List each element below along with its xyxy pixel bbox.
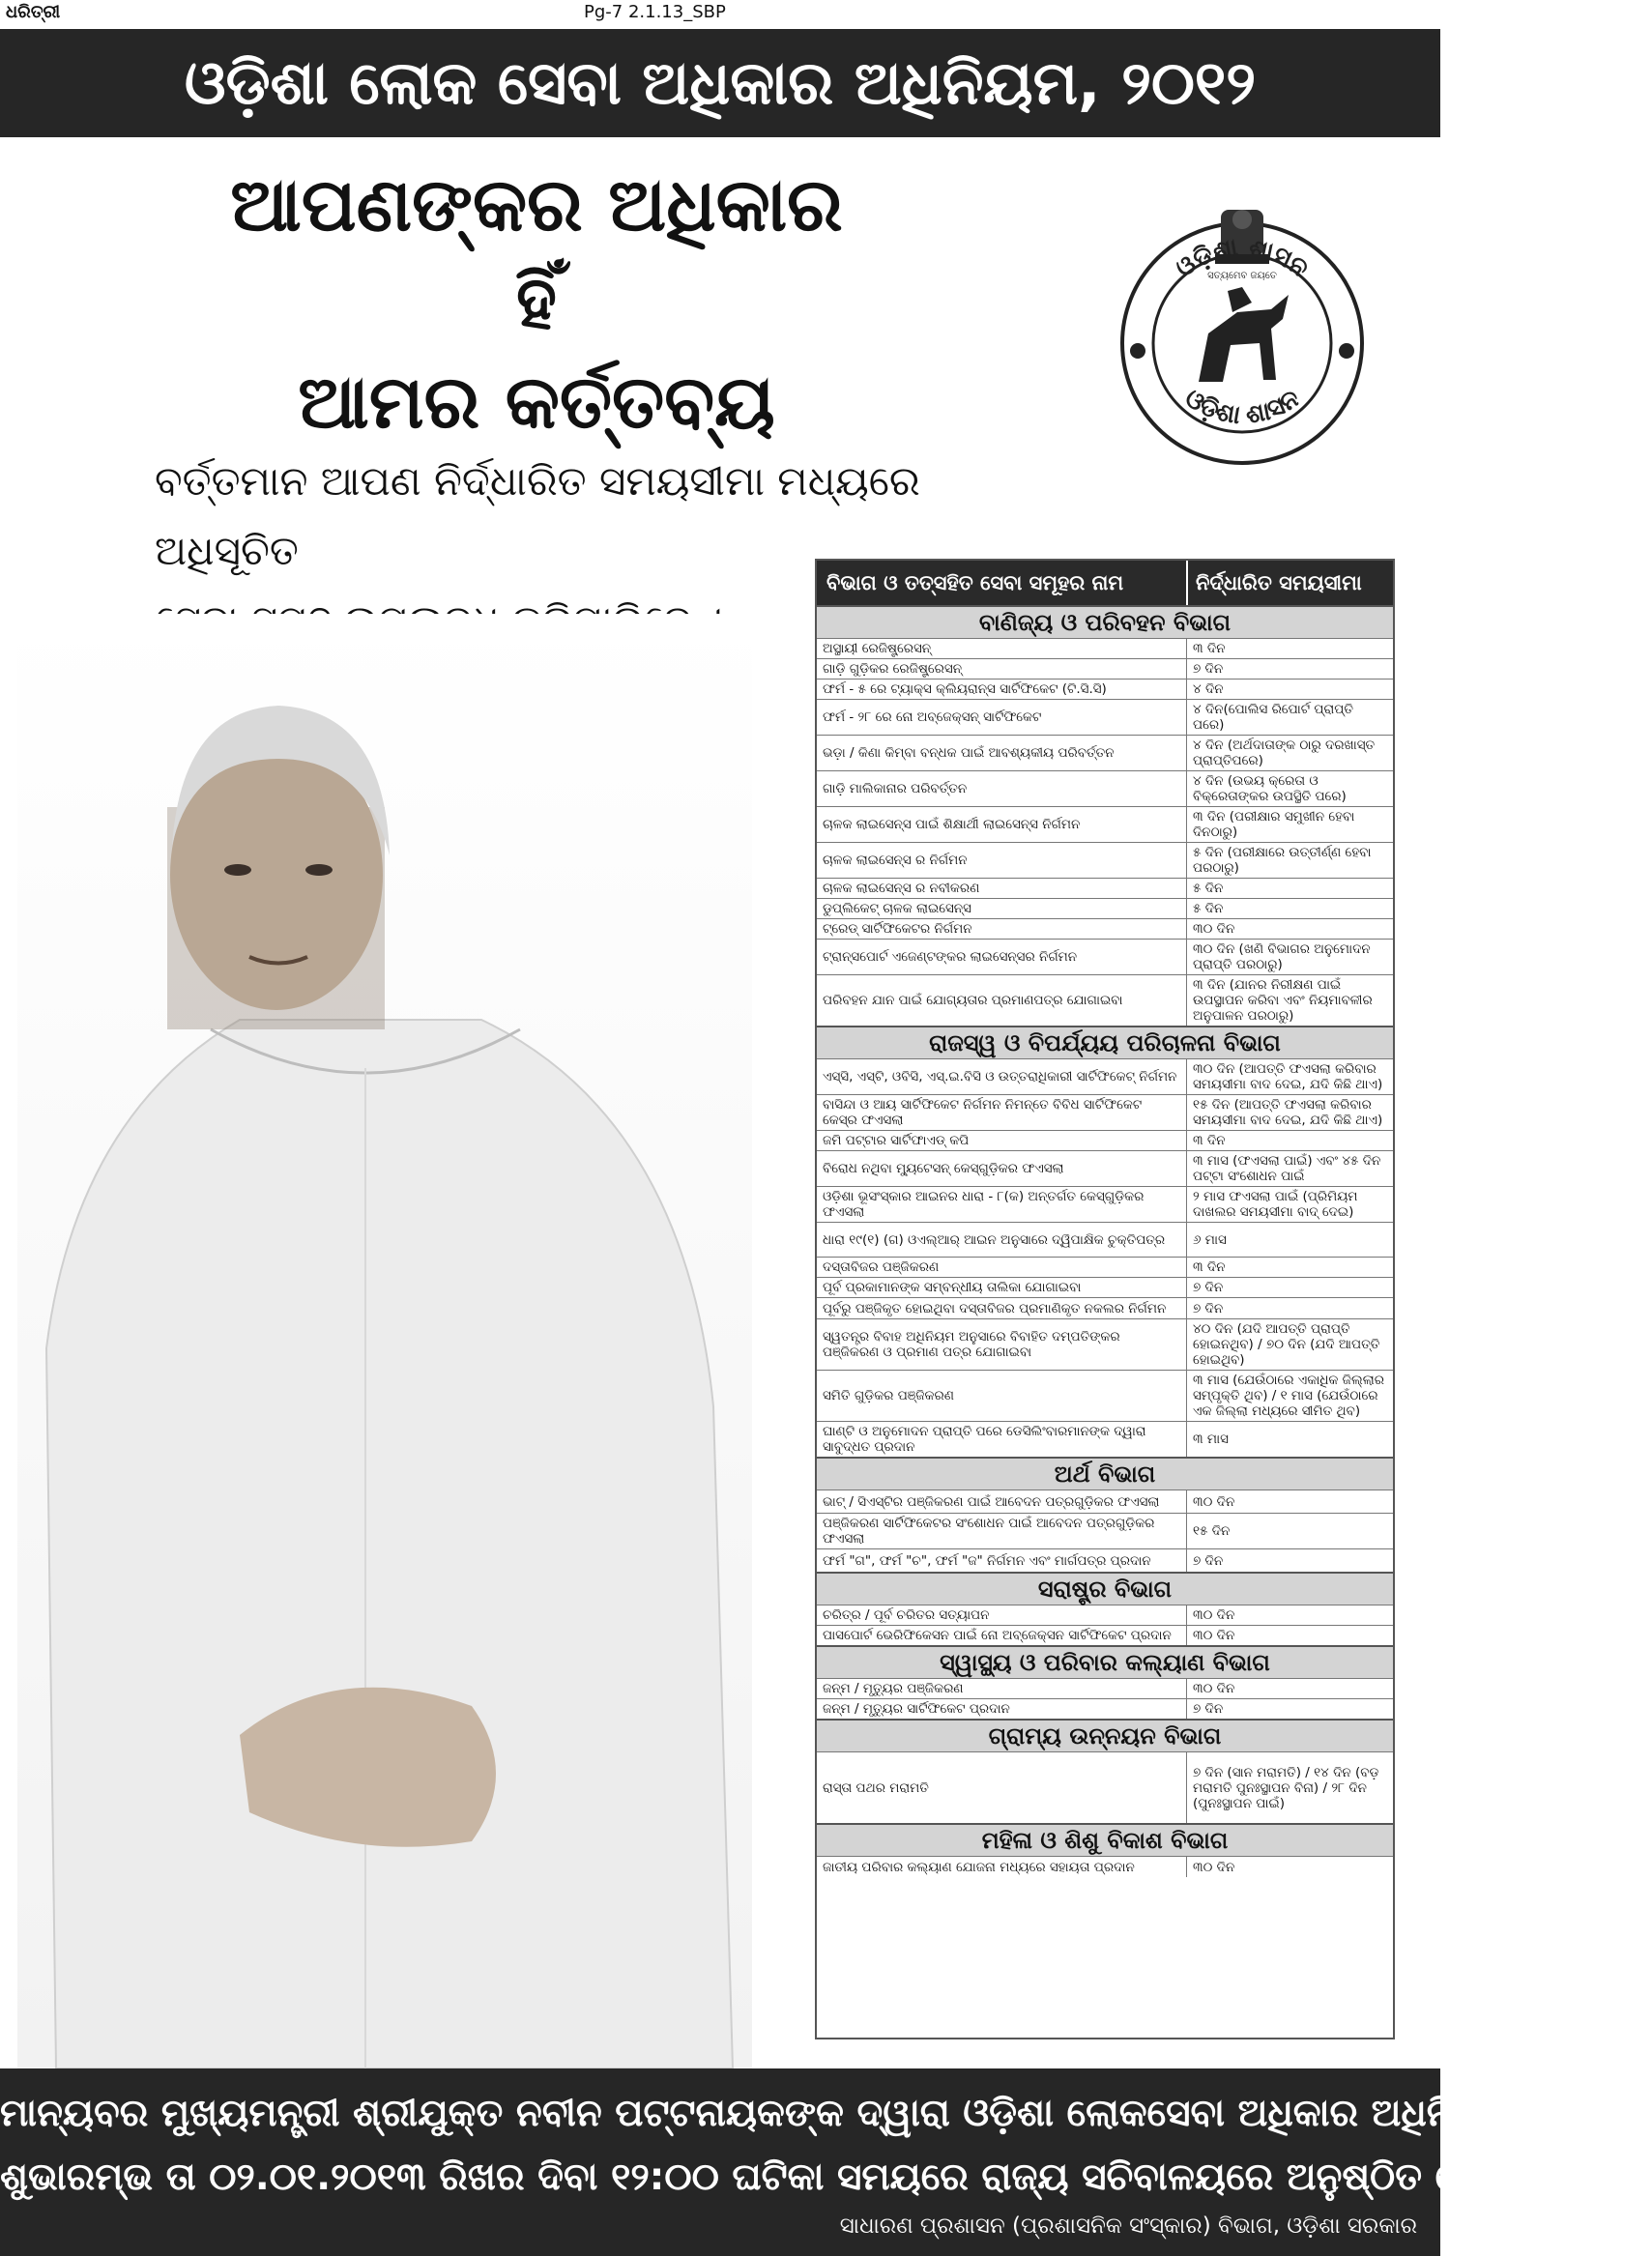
table-row	[817, 1490, 1393, 1513]
table-row	[817, 918, 1393, 939]
service-name: ଏସ୍‌ସି, ଏସ୍‌ଟି, ଓବିସି, ଏସ୍‌.ଇ.ବିସି ଓ ଉତ୍ତରାଧିକାରୀ ସାର୍ଟିଫିକେଟ୍ ନିର୍ଗମନ	[823, 1069, 1177, 1085]
table-row	[817, 1277, 1393, 1297]
horse-icon	[1199, 287, 1289, 382]
table-body	[817, 605, 1393, 1877]
service-name: ଜମି ପଟ୍ଟାର ସାର୍ଟିଫାଏଡ୍ କପି	[823, 1133, 970, 1148]
service-time-limit: ୩୦ ଦିନ	[1186, 1490, 1393, 1513]
headline	[87, 162, 986, 445]
service-time-limit: ୬ ମାସ	[1186, 1223, 1393, 1257]
table-row	[817, 1257, 1393, 1277]
service-name: ଟ୍ରେଡ୍ ସାର୍ଟିଫିକେଟର ନିର୍ଗମନ	[823, 921, 972, 937]
service-time-limit: ୪ ଦିନ	[1186, 680, 1393, 699]
service-name: ଦସ୍ତାବିଜର ପଞ୍ଜିକରଣ	[823, 1259, 940, 1275]
service-name: ଭାଟ୍ / ସିଏସ୍‌ଟିର ପଞ୍ଜିକରଣ ପାଇଁ ଆବେଦନ ପତ୍ରଗୁଡ଼ିକର ଫଏସଲା	[823, 1493, 1160, 1510]
services-table	[815, 559, 1395, 2039]
service-time-limit: ୫ ଦିନ	[1186, 899, 1393, 918]
service-name: ଅସ୍ଥାୟୀ ରେଜିଷ୍ଟ୍ରେସନ୍	[823, 641, 932, 656]
service-name: ସମିତି ଗୁଡ଼ିକର ପଞ୍ଜିକରଣ	[823, 1388, 954, 1403]
table-row	[817, 1297, 1393, 1318]
table-row	[817, 1421, 1393, 1457]
service-name: ଟ୍ରାନ୍ସପୋର୍ଟ ଏଜେଣ୍ଟଙ୍କର ଲାଇସେନ୍ସର ନିର୍ଗମନ	[823, 949, 1078, 965]
service-name: ଚରିତ୍ର / ପୂର୍ବ ଚରିତର ସତ୍ୟାପନ	[823, 1607, 990, 1623]
table-row	[817, 699, 1393, 735]
table-row	[817, 1150, 1393, 1186]
service-name: ଭଡ଼ା / କିଣା କିମ୍ବା ବନ୍ଧକ ପାଇଁ ଆବଶ୍ୟକୀୟ ପରିବର୍ତ୍ତନ	[823, 745, 1115, 761]
column-header-time-limit: ନିର୍ଦ୍ଧାରିତ ସମୟସୀମା	[1186, 561, 1393, 605]
service-time-limit: ୩୦ ଦିନ	[1186, 1679, 1393, 1698]
department-heading: ସ୍ୱାସ୍ଥ୍ୟ ଓ ପରିବାର କଲ୍ୟାଣ ବିଭାଗ	[817, 1645, 1393, 1678]
emblem-motto: ସତ୍ୟମେବ ଜୟତେ	[1207, 271, 1277, 281]
table-row	[817, 898, 1393, 918]
service-name: ଫର୍ମ - ୫ ରେ ଟ୍ୟାକ୍ସ କ୍ଲିୟରାନ୍ସ ସାର୍ଟିଫିକେଟ (ଟି.ସି.ସି)	[823, 681, 1107, 697]
service-name: ଫର୍ମ "ଗ", ଫର୍ମ "ଚ", ଫର୍ମ "ଜ" ନିର୍ଗମନ ଏବଂ ମାର୍ଗପତ୍ର ପ୍ରଦାନ	[823, 1552, 1151, 1569]
footer-department: ସାଧାରଣ ପ୍ରଶାସନ (ପ୍ରଶାସନିକ ସଂସ୍କାର) ବିଭାଗ, ଓଡ଼ିଶା ସରକାର	[839, 2213, 1417, 2239]
table-row	[817, 638, 1393, 658]
headline-line2: ହିଁ	[516, 261, 557, 343]
service-name: ଧାରା ୧୯(୧) (ଗ) ଓଏଲ୍‌ଆର୍ ଆଇନ ଅନୁସାରେ ଦ୍ୱିପାକ୍ଷିକ ଚୁକ୍ତିପତ୍ର	[823, 1231, 1166, 1248]
table-row	[817, 1548, 1393, 1572]
service-time-limit: ୩ ଦିନ (ପରୀକ୍ଷାର ସମୁଖୀନ ହେବା ଦିନଠାରୁ)	[1186, 807, 1393, 842]
table-row	[817, 1678, 1393, 1698]
table-row	[817, 1058, 1393, 1094]
table-row	[817, 1318, 1393, 1370]
headline-line1: ଆପଣଙ୍କର ଅଧିକାର	[230, 161, 843, 247]
service-name: ଗାଡ଼ି ମାଲିକାନାର ପରିବର୍ତ୍ତନ	[823, 781, 968, 796]
table-row	[817, 1186, 1393, 1222]
service-time-limit: ୩୦ ଦିନ (ଖଣି ବିଭାଗର ଅନୁମୋଦନ ପ୍ରାପ୍ତି ପରଠାରୁ)	[1186, 940, 1393, 974]
table-row	[817, 1751, 1393, 1823]
footer-banner	[0, 2068, 1652, 2256]
table-row	[817, 735, 1393, 770]
subheading-line1: ବର୍ତ୍ତମାନ ଆପଣ ନିର୍ଦ୍ଧାରିତ ସମୟସୀମା ମଧ୍ୟରେ ଅଧିସୂଚିତ	[155, 457, 920, 574]
table-row	[817, 1625, 1393, 1645]
headline-line3: ଆମର କର୍ତ୍ତବ୍ୟ	[298, 359, 775, 446]
table-row	[817, 1222, 1393, 1257]
service-time-limit: ୭ ଦିନ (ସାନ ମରାମତି) / ୧୪ ଦିନ (ବଡ଼ ମରାମତି ପୁନଃସ୍ଥାପନ ବିନା) / ୨୮ ଦିନ (ପୁନଃସ୍ଥାପନ ପାଇଁ)	[1186, 1752, 1393, 1823]
service-time-limit: ୭ ଦିନ	[1186, 1549, 1393, 1572]
service-name: ଫର୍ମ - ୨୮ ରେ ନୋ ଅବ୍‌ଜେକ୍‌ସନ୍ ସାର୍ଟିଫିକେଟ	[823, 709, 1042, 725]
service-time-limit: ୭ ଦିନ	[1186, 659, 1393, 679]
service-time-limit: ୩ ଦିନ	[1186, 1131, 1393, 1150]
page-header	[0, 0, 1440, 27]
column-header-services: ବିଭାଗ ଓ ତତ୍‌ସହିତ ସେବା ସମୂହର ନାମ	[826, 570, 1124, 594]
service-time-limit: ୩୦ ଦିନ	[1186, 1605, 1393, 1625]
service-time-limit: ୫ ଦିନ	[1186, 879, 1393, 898]
service-time-limit: ୭ ଦିନ	[1186, 1278, 1393, 1297]
table-row	[817, 1370, 1393, 1421]
odisha-government-emblem	[1116, 198, 1368, 469]
service-time-limit: ୧୫ ଦିନ (ଆପତ୍ତି ଫଏସଲା କରିବାର ସମୟସୀମା ବାଦ ଦେଇ, ଯଦି କିଛି ଥାଏ)	[1186, 1095, 1393, 1130]
table-row	[817, 1130, 1393, 1150]
newspaper-name: ଧରିତ୍ରୀ	[6, 2, 61, 22]
department-heading: ଅର୍ଥ ବିଭାଗ	[817, 1457, 1393, 1490]
service-name: ଘାଣ୍ଟି ଓ ଅନୁମୋଦନ ପ୍ରାପ୍ତି ପରେ ଡେସିଲିଂବାରମାନଙ୍କ ଦ୍ୱାରା ସାବୁଦ୍ଧତ ପ୍ରଦାନ	[823, 1424, 1146, 1455]
service-name: ଜନ୍ମ / ମୃତ୍ୟୁର ସାର୍ଟିଫିକେଟ ପ୍ରଦାନ	[823, 1701, 1010, 1717]
service-name: ସ୍ୱତନ୍ତ୍ର ବିବାହ ଅଧିନିୟମ ଅନୁସାରେ ବିବାହିତ ଦମ୍ପତିଙ୍କର ପଞ୍ଜିକରଣ ଓ ପ୍ରମାଣ ପତ୍ର ଯୋଗାଇବା	[823, 1329, 1120, 1360]
department-heading: ସରାଷ୍ଟ୍ର ବିଭାଗ	[817, 1572, 1393, 1605]
service-time-limit: ୪ ଦିନ(ପୋଲିସ ରିପୋର୍ଟ ପ୍ରାପ୍ତି ପରେ)	[1186, 700, 1393, 735]
service-time-limit: ୩୦ ଦିନ	[1186, 919, 1393, 939]
chief-minister-photo	[17, 614, 752, 2068]
footer-line2: ଶୁଭାରମ୍ଭ ତା ୦୨.୦୧.୨୦୧୩ ରିଖର ଦିବା ୧୨:୦୦ ଘଟିକା ସମୟରେ ରାଜ୍ୟ ସଚିବାଳୟରେ ଅନୁଷ୍ଠିତ ହେବ ।	[0, 2155, 1532, 2199]
service-time-limit: ୩୦ ଦିନ	[1186, 1626, 1393, 1645]
service-name: ବାସିନ୍ଦା ଓ ଆୟ ସାର୍ଟିଫିକେଟ ନିର୍ଗମନ ନିମନ୍ତେ ବିବିଧ ସାର୍ଟିଫିକେଟ କେସ୍‌ର ଫଏସଲା	[823, 1097, 1143, 1128]
table-row	[817, 1094, 1393, 1130]
service-name: ବିରୋଧ ନଥିବା ମ୍ୟୁଟେସନ୍ କେସ୍‌ଗୁଡ଼ିକର ଫଏସଲା	[823, 1161, 1064, 1176]
service-time-limit: ୩ ଦିନ (ଯାନର ନିରୀକ୍ଷଣ ପାଇଁ ଉପସ୍ଥାପନ କରିବା ଏବଂ ନିୟମାବଳୀର ଅନୁପାଳନ ପରଠାରୁ)	[1186, 975, 1393, 1026]
service-name: ଚାଳକ ଲାଇସେନ୍ସ ପାଇଁ ଶିକ୍ଷାର୍ଥୀ ଲାଇସେନ୍ସ ନିର୍ଗମନ	[823, 817, 1081, 832]
table-row	[817, 770, 1393, 806]
department-heading: ମହିଳା ଓ ଶିଶୁ ବିକାଶ ବିଭାଗ	[817, 1823, 1393, 1856]
service-name: ପୂର୍ବରୁ ପଞ୍ଜିକୃତ ହୋଇଥିବା ଦସ୍ତାବିଜର ପ୍ରମାଣିକୃତ ନକଲର ନିର୍ଗମନ	[823, 1300, 1167, 1316]
service-time-limit: ୩ ଦିନ	[1186, 639, 1393, 658]
service-name: ଜାତୀୟ ପରିବାର କଲ୍ୟାଣ ଯୋଜନା ମଧ୍ୟରେ ସହାୟତା ପ୍ରଦାନ	[823, 1859, 1135, 1875]
service-time-limit: ୪୦ ଦିନ (ଯଦି ଆପତ୍ତି ପ୍ରାପ୍ତି ହୋଇନଥିବ) / ୭୦ ଦିନ (ଯଦି ଆପତ୍ତି ହୋଇଥିବ)	[1186, 1319, 1393, 1370]
service-time-limit: ୭ ଦିନ	[1186, 1699, 1393, 1719]
service-name: ପୂର୍ବ ପ୍ରକାମାନଙ୍କ ସମ୍ବନ୍ଧୀୟ ତାଲିକା ଯୋଗାଇବା	[823, 1280, 1082, 1295]
service-name: ଜନ୍ମ / ମୃତ୍ୟୁର ପଞ୍ଜିକରଣ	[823, 1681, 964, 1696]
service-time-limit: ୫ ଦିନ (ପରୀକ୍ଷାରେ ଉତ୍ତୀର୍ଣ୍ଣ ହେବା ପରଠାରୁ)	[1186, 843, 1393, 878]
title-banner: ଓଡ଼ିଶା ଲୋକ ସେବା ଅଧିକାର ଅଧିନିୟମ, ୨୦୧୨	[0, 29, 1440, 137]
table-row	[817, 1698, 1393, 1719]
service-name: ପଞ୍ଜିକରଣ ସାର୍ଟିଫିକେଟର ସଂଶୋଧନ ପାଇଁ ଆବେଦନ ପତ୍ରଗୁଡ଼ିକର ଫଏସଲା	[823, 1516, 1155, 1547]
service-name: ଓଡ଼ିଶା ଭୂସଂସ୍କାର ଆଇନର ଧାରା - ୮(କ) ଅନ୍ତର୍ଗତ କେସ୍‌ଗୁଡ଼ିକର ଫଏସଲା	[823, 1189, 1145, 1220]
table-row	[817, 878, 1393, 898]
footer-line1: ମାନ୍ୟବର ମୁଖ୍ୟମନ୍ତ୍ରୀ ଶ୍ରୀଯୁକ୍ତ ନବୀନ ପଟ୍ଟନାୟକଙ୍କ ଦ୍ୱାରା ଓଡ଼ିଶା ଲୋକସେବା ଅଧିକାର ଅଧିନିୟମ, ୨୦୧୨ର	[0, 2092, 1652, 2135]
service-time-limit: ୩୦ ଦିନ (ଆପତ୍ତି ଫଏସଲା କରିବାର ସମୟସୀମା ବାଦ ଦେଇ, ଯଦି କିଛି ଥାଏ)	[1186, 1059, 1393, 1094]
table-row	[817, 658, 1393, 679]
service-name: ରାସ୍ତା ପଥର ମରାମତି	[823, 1779, 929, 1796]
service-name: ଚାଳକ ଲାଇସେନ୍ସ ର ନିର୍ଗମନ	[823, 853, 968, 868]
service-time-limit: ୪ ଦିନ (ଅର୍ଥଦାତାଙ୍କ ଠାରୁ ଦରଖାସ୍ତ ପ୍ରାପ୍ତିପରେ)	[1186, 736, 1393, 770]
service-time-limit: ୩ ମାସ (ଫଏସଲା ପାଇଁ) ଏବଂ ୪୫ ଦିନ ପଟ୍ଟା ସଂଶୋଧନ ପାଇଁ	[1186, 1151, 1393, 1186]
service-time-limit: ୩ ମାସ	[1186, 1422, 1393, 1457]
department-heading: ଗ୍ରାମ୍ୟ ଉନ୍ନୟନ ବିଭାଗ	[817, 1719, 1393, 1751]
page-reference: Pg-7 2.1.13_SBP	[584, 2, 726, 22]
table-row	[817, 842, 1393, 878]
table-row	[817, 974, 1393, 1026]
table-row	[817, 806, 1393, 842]
emblem-bottom-text: ଓଡ଼ିଶା ଶାସନ	[1178, 384, 1306, 431]
service-name: ପରିବହନ ଯାନ ପାଇଁ ଯୋଗ୍ୟତାର ପ୍ରମାଣପତ୍ର ଯୋଗାଇବା	[823, 993, 1123, 1008]
service-time-limit: ୩ ମାସ (ଯେଉଁଠାରେ ଏକାଧିକ ଜିଲ୍ଲାର ସମ୍ପୃକ୍ତି ଥିବ) / ୧ ମାସ (ଯେଉଁଠାରେ ଏକ ଜିଲ୍ଲା ମଧ୍ୟରେ ସୀମିତ ଥିବ)	[1186, 1371, 1393, 1421]
department-heading: ରାଜସ୍ୱ ଓ ବିପର୍ଯ୍ୟୟ ପରିଚାଳନା ବିଭାଗ	[817, 1026, 1393, 1058]
department-heading: ବାଣିଜ୍ୟ ଓ ପରିବହନ ବିଭାଗ	[817, 605, 1393, 638]
service-time-limit: ୪ ଦିନ (ଉଭୟ କ୍ରେତା ଓ ବିକ୍ରେତାଙ୍କର ଉପସ୍ଥିତି ପରେ)	[1186, 771, 1393, 806]
service-time-limit: ୨ ମାସ ଫଏସଲା ପାଇଁ (ପ୍ରିମିୟମ ଦାଖଲର ସମୟସୀମା ବାଦ୍ ଦେଇ)	[1186, 1187, 1393, 1222]
service-name: ପାସପୋର୍ଟ ଭେରିଫିକେସନ ପାଇଁ ନୋ ଅବ୍‌ଜେକ୍‌ସନ ସାର୍ଟିଫିକେଟ ପ୍ରଦାନ	[823, 1628, 1172, 1643]
table-row	[817, 939, 1393, 974]
service-time-limit: ୭ ଦିନ	[1186, 1298, 1393, 1318]
service-name: ଗାଡ଼ି ଗୁଡ଼ିକର ରେଜିଷ୍ଟ୍ରେସନ୍	[823, 661, 963, 677]
service-time-limit: ୩ ଦିନ	[1186, 1258, 1393, 1277]
emblem-top-text: ଓଡ଼ିଶା ଶାସନ	[1170, 233, 1315, 284]
table-row	[817, 1513, 1393, 1548]
table-row	[817, 1856, 1393, 1877]
table-row	[817, 1605, 1393, 1625]
table-row	[817, 679, 1393, 699]
service-time-limit: ୧୫ ଦିନ	[1186, 1514, 1393, 1548]
service-time-limit: ୩୦ ଦିନ	[1186, 1857, 1393, 1877]
service-name: ଚାଳକ ଲାଇସେନ୍ସ ର ନବୀକରଣ	[823, 881, 980, 896]
table-header	[817, 561, 1393, 605]
service-name: ଡୁପ୍ଲିକେଟ୍ ଚାଳକ ଲାଇସେନ୍ସ	[823, 901, 971, 916]
